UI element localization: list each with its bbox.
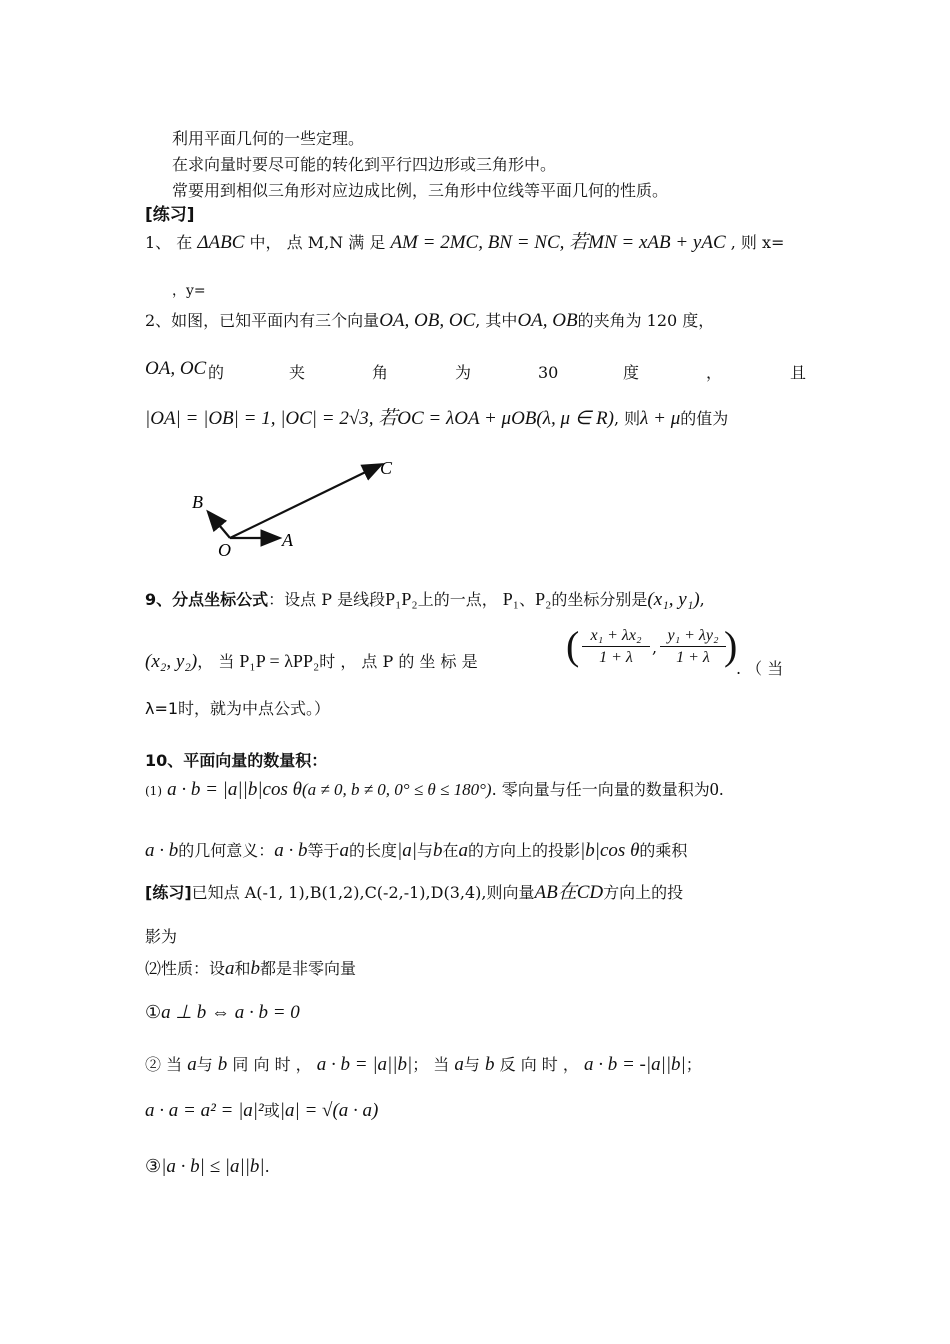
question-2-line-3 (145, 408, 728, 430)
q2-l2-pair: OA, OC (145, 358, 207, 379)
s10-item1-cond: (a ≠ 0, b ≠ 0, 0° ≤ θ ≤ 180°) (301, 780, 492, 799)
q2-l2-word-1: 夹 (289, 363, 306, 382)
s9-p2: P₂ (535, 589, 552, 609)
prop2-mark: ② 当 (145, 1055, 183, 1074)
s9-p1: P₁ (502, 589, 520, 609)
property-3 (145, 1156, 270, 1178)
prop2-with: 与 (196, 1055, 213, 1074)
s9-sep: 、 (519, 590, 536, 609)
prop2-b2: b (485, 1054, 495, 1075)
prop2-f2: a · b = -|a||b| (583, 1054, 686, 1075)
q2-l3-formula: |OA| = |OB| = 1, |OC| = 2√3, 若OC = λOA + μOB(λ, μ ∈ R) (145, 408, 614, 429)
practice-2-line-2: 影为 (145, 927, 178, 946)
q1-triangle: ΔABC (197, 232, 245, 253)
prop1-formula: a ⊥ b ⇔ a · b = 0 (161, 1002, 300, 1023)
prop3-formula: |a · b| ≤ |a||b| (161, 1156, 265, 1177)
q2-l3-expr: λ + μ (640, 408, 681, 429)
q2-l2-word-2: 角 (372, 363, 389, 382)
s10-geo-a2: a (458, 840, 469, 861)
s10-geo-ab2: a · b (274, 840, 308, 861)
prop2-b: b (217, 1054, 228, 1075)
s10-item1-text: . 零向量与任一向量的数量积为 (491, 780, 710, 799)
s9-coord2: (x₂, y₂) (145, 651, 198, 672)
practice-2 (145, 882, 683, 904)
s9-frac2-den: 1 + λ (676, 649, 710, 666)
q1-line-2: ，y= (172, 283, 206, 299)
property-1 (145, 1002, 300, 1024)
s10-geo-meaning (145, 840, 687, 862)
q2-mid: , 其中 (475, 311, 518, 330)
label-b: B (192, 492, 203, 512)
q2-l2-word-4: 30 (538, 363, 559, 382)
q1-mid: 中， 点 M,N 满 足 (249, 233, 386, 252)
practice-2-text2: 方向上的投 (603, 883, 684, 902)
properties-heading (145, 958, 356, 980)
vector-ob (209, 513, 230, 538)
label-o: O (218, 540, 231, 560)
s10-item1-formula: a · b = |a||b|cos θ (167, 779, 302, 800)
s10-geo-proj: |b|cos θ (580, 840, 640, 861)
s9-text2: 上的一点， (417, 590, 498, 609)
s9-seg: P₁P₂ (385, 589, 418, 609)
s9-comma: , (699, 590, 705, 609)
property-2 (145, 1054, 702, 1076)
prop-heading-text: ⑵性质：设 (145, 959, 226, 978)
s9-frac1-num: x₁ + λx₂ (582, 626, 650, 647)
prop2-semi: ； 当 (412, 1055, 450, 1074)
prop2-opp: 反 向 时 ， (499, 1055, 579, 1074)
prop2-end: ； (685, 1055, 702, 1074)
s9-text4: ， 当 (197, 652, 235, 671)
intro-line-3: 常要用到相似三角形对应边成比例，三角形中位线等平面几何的性质。 (172, 181, 669, 200)
vector-figure (180, 450, 410, 560)
q2-vectors: OA, OB, OC (379, 310, 476, 331)
s10-geo-text3: 的长度 (349, 841, 398, 860)
s10-geo-text4: 与 (417, 841, 434, 860)
section-9-line-2 (145, 650, 478, 673)
s9-text3: 的坐标分别是 (551, 590, 648, 609)
prop2-with2: 与 (463, 1055, 480, 1074)
s9-line-3: λ=1时，就为中点公式。） (145, 699, 331, 718)
practice-2-text1: 已知点 A(-1, 1),B(1,2),C(-2,-1),D(3,4),则向量 (191, 883, 535, 902)
prop2-f4: |a| = √(a · a) (279, 1100, 379, 1121)
practice-2-vec: AB在CD (534, 882, 604, 903)
s10-geo-text2: 等于 (307, 841, 340, 860)
s9-text5: 时 ， 点 P 的 坐 标 是 (319, 652, 478, 671)
question-1 (145, 232, 784, 254)
q1-formula: AM = 2MC, BN = NC, 若MN = xAB + yAC (390, 232, 726, 253)
intro-line-2: 在求向量时要尽可能的转化到平行四边形或三角形中。 (172, 155, 557, 174)
section-9-title: 9、分点坐标公式 (145, 590, 269, 609)
prop2-f3: a · a = a² = |a|² (145, 1100, 264, 1121)
s10-geo-abs-a: |a| (397, 840, 417, 861)
s10-geo-ab: a · b (145, 840, 179, 861)
label-a: A (282, 530, 293, 550)
prop1-mark: ① (145, 1002, 162, 1023)
vector-oc (230, 465, 380, 538)
practice-heading: [练习] (145, 205, 195, 225)
prop2-a2: a (454, 1054, 464, 1075)
section-10-title: 10、平面向量的数量积： (145, 751, 328, 770)
prop2-a: a (187, 1054, 197, 1075)
s10-geo-text1: 的几何意义： (178, 841, 275, 860)
prop3-mark: ③ (145, 1156, 162, 1177)
prop2-same: 同 向 时 ， (232, 1055, 312, 1074)
label-c: C (380, 458, 393, 478)
q1-suffix: , 则 x= (730, 233, 785, 252)
s9-coord1: (x₁, y₁) (647, 589, 700, 610)
s10-geo-text6: 的方向上的投影 (468, 841, 581, 860)
s9-colon: ： (268, 590, 285, 609)
s10-item1-label: (1) (145, 784, 162, 798)
practice-2-heading: [练习] (145, 883, 192, 902)
prop2-f1: a · b = |a||b| (316, 1054, 413, 1075)
s10-geo-a: a (339, 840, 350, 861)
q2-l2-word-5: 度 (623, 363, 640, 382)
s10-geo-text7: 的乘积 (639, 841, 688, 860)
q2-l2-word-7: 且 (790, 363, 807, 382)
s10-item-1 (145, 778, 724, 802)
q1-prefix: 1、 在 (145, 233, 193, 252)
s10-geo-b: b (433, 840, 443, 861)
q2-l2-word-6: ， (706, 363, 723, 382)
s9-frac2-num: y₁ + λy₂ (660, 626, 726, 647)
q2-l3-mid: , 则 (613, 409, 641, 428)
section-9-line-1 (145, 588, 705, 611)
s9-frac1-den: 1 + λ (599, 649, 633, 666)
s10-item1-end: . (718, 780, 724, 799)
s9-text1: 设点 P 是线段 (284, 590, 386, 609)
prop-and: 和 (234, 959, 251, 978)
property-2-line-2 (145, 1100, 378, 1122)
q2-l2-word-3: 为 (455, 363, 472, 382)
q2-suffix: 的夹角为 120 度， (577, 311, 715, 330)
prop3-end: . (264, 1157, 270, 1176)
q2-l2-word-0: 的 (208, 363, 225, 382)
s9-text6: . （ 当 (736, 659, 784, 678)
q2-prefix: 2、如图，已知平面内有三个向量 (145, 311, 380, 330)
s9-fraction-point: ( $\frac{\text{x₁ + λx₂}}{1 + \lambda}$ , $\frac{\text{y₁ + λy₂}}{1 + \lambda}$ ) (566, 623, 738, 668)
s10-geo-text5: 在 (442, 841, 459, 860)
q2-pair: OA, OB (517, 310, 578, 331)
prop-a: a (225, 958, 235, 979)
q2-l3-suffix: 的值为 (680, 409, 729, 428)
prop-b: b (250, 958, 261, 979)
s10-item1-zero: 0 (709, 779, 719, 799)
prop2-or: 或 (263, 1101, 280, 1120)
question-2 (145, 310, 714, 332)
intro-line-1: 利用平面几何的一些定理。 (172, 129, 365, 148)
prop-tail: 都是非零向量 (260, 959, 357, 978)
s9-cond: P₁P = λPP₂ (239, 651, 320, 671)
